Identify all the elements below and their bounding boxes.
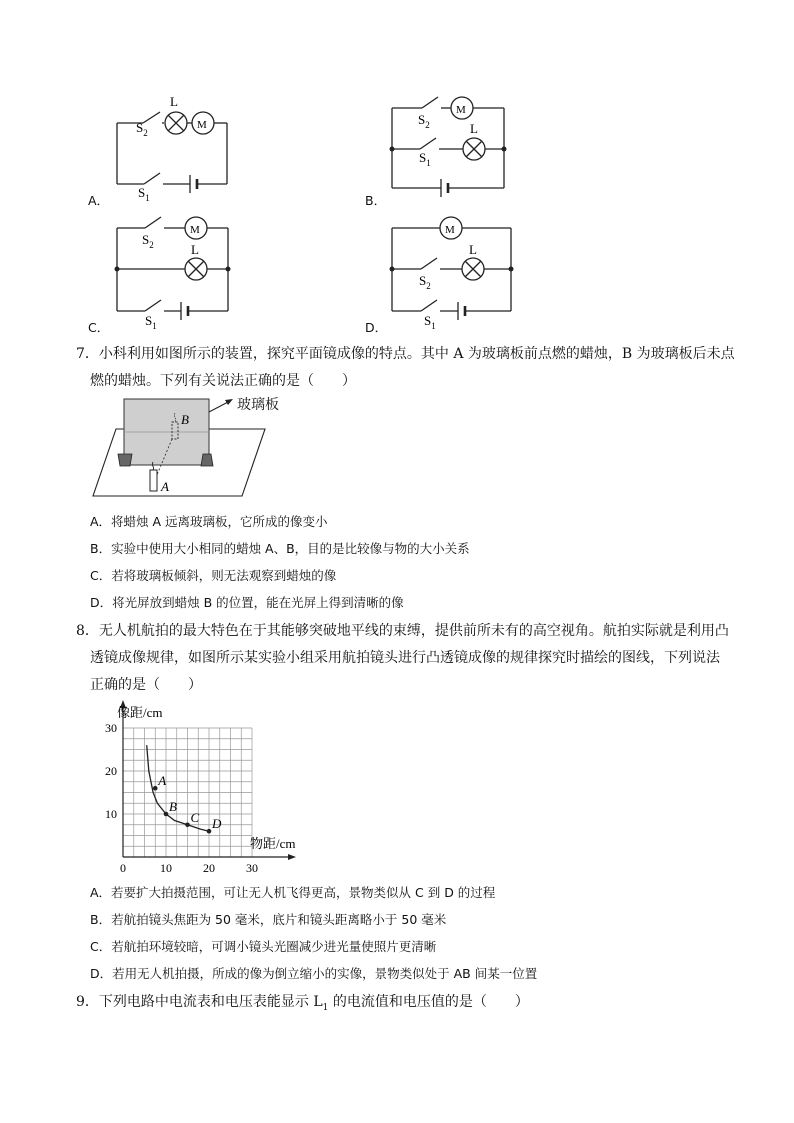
label-s2: $S_2$ bbox=[136, 120, 148, 138]
label-m: M bbox=[190, 224, 200, 236]
y-tick-label: 30 bbox=[105, 721, 117, 735]
option-b-label: B． bbox=[365, 193, 387, 208]
x-tick-label: 10 bbox=[160, 861, 172, 875]
point-b bbox=[164, 812, 169, 817]
point-label-c: C bbox=[190, 809, 200, 825]
q7-stem-line2: 燃的蜡烛。下列有关说法正确的是（ ） bbox=[90, 373, 356, 389]
q6-circuit-options bbox=[0, 0, 794, 340]
chart-grid bbox=[123, 728, 252, 857]
label-l: L bbox=[170, 94, 178, 109]
q8-stem-line1: 8．无人机航拍的最大特色在于其能够突破地平线的束缚，提供前所未有的高空视角。航拍实际就是利用凸 bbox=[76, 623, 729, 639]
label-l: L bbox=[470, 121, 478, 136]
glass-plate-label: 玻璃板 bbox=[237, 397, 279, 413]
q8-choice-d: D．若用无人机拍摄，所成的像为倒立缩小的实像，景物类似处于 AB 间某一位置 bbox=[90, 966, 538, 981]
x-axis-arrow bbox=[288, 854, 296, 860]
q6-circuits-svg bbox=[0, 0, 794, 340]
label-m: M bbox=[445, 224, 455, 236]
lens-image-distance-chart bbox=[80, 698, 320, 878]
label-s2: $S_2$ bbox=[418, 112, 430, 130]
x-tick-label: 0 bbox=[120, 861, 126, 875]
circuit-d bbox=[390, 217, 514, 331]
label-m: M bbox=[456, 104, 466, 116]
label-b: B bbox=[181, 412, 189, 427]
option-c-label: C． bbox=[88, 320, 110, 335]
label-m: M bbox=[197, 119, 207, 131]
q8-choice-a: A．若要扩大拍摄范围，可让无人机飞得更高，景物类似从 C 到 D 的过程 bbox=[90, 885, 496, 900]
point-d bbox=[207, 829, 212, 834]
label-s2: $S_2$ bbox=[419, 273, 431, 291]
point-c bbox=[185, 822, 190, 827]
q8-choice-c: C．若航拍环境较暗，可调小镜头光圈减少进光量使照片更清晰 bbox=[90, 939, 437, 954]
label-l: L bbox=[191, 242, 199, 257]
circuit-c bbox=[115, 217, 231, 331]
q8-stem-line2: 透镜成像规律，如图所示某实验小组采用航拍镜头进行凸透镜成像的规律探究时描绘的图线，下列说法 bbox=[90, 650, 720, 666]
circuit-b bbox=[390, 97, 507, 197]
label-s2: $S_2$ bbox=[142, 232, 154, 250]
y-tick-label: 10 bbox=[105, 807, 117, 821]
label-s1: $S_1$ bbox=[145, 313, 157, 331]
label-l: L bbox=[469, 242, 477, 257]
x-axis-label: 物距/cm bbox=[250, 836, 296, 851]
q8-lens-chart bbox=[80, 698, 320, 878]
option-a-label: A． bbox=[88, 193, 110, 208]
label-a: A bbox=[161, 479, 169, 494]
q8-stem-line3: 正确的是（ ） bbox=[90, 677, 202, 693]
q7-choice-b: B．实验中使用大小相同的蜡烛 A、B，目的是比较像与物的大小关系 bbox=[90, 541, 470, 556]
circuit-a bbox=[117, 94, 227, 203]
chart-ticks bbox=[105, 721, 258, 875]
option-d-label: D． bbox=[365, 320, 388, 335]
q7-stem-line1: 7．小科利用如图所示的装置，探究平面镜成像的特点。其中 A 为玻璃板前点燃的蜡烛，B 为玻璃板后未点 bbox=[76, 346, 735, 362]
label-s1: $S_1$ bbox=[419, 150, 431, 168]
label-s1: $S_1$ bbox=[138, 185, 150, 203]
q7-choice-a: A．将蜡烛 A 远离玻璃板，它所成的像变小 bbox=[90, 514, 328, 529]
point-label-a: A bbox=[158, 773, 167, 789]
point-label-d: D bbox=[212, 816, 222, 832]
label-s1: $S_1$ bbox=[424, 313, 436, 331]
q7-choice-c: C．若将玻璃板倾斜，则无法观察到蜡烛的像 bbox=[90, 568, 337, 583]
q8-choice-b: B．若航拍镜头焦距为 50 毫米，底片和镜头距离略小于 50 毫米 bbox=[90, 912, 447, 927]
mirror-experiment-svg bbox=[88, 394, 348, 500]
point-a bbox=[153, 786, 158, 791]
y-tick-label: 20 bbox=[105, 764, 117, 778]
x-tick-label: 30 bbox=[246, 861, 258, 875]
candle-a bbox=[150, 470, 157, 491]
q7-mirror-figure bbox=[88, 394, 348, 500]
q7-choice-d: D．将光屏放到蜡烛 B 的位置，能在光屏上得到清晰的像 bbox=[90, 595, 404, 610]
x-tick-label: 20 bbox=[203, 861, 215, 875]
y-axis-label: 像距/cm bbox=[117, 705, 163, 720]
point-label-b: B bbox=[169, 799, 177, 814]
q9-stem: 9．下列电路中电流表和电压表能显示 $L_1$ 的电流值和电压值的是（ ） bbox=[76, 994, 529, 1013]
